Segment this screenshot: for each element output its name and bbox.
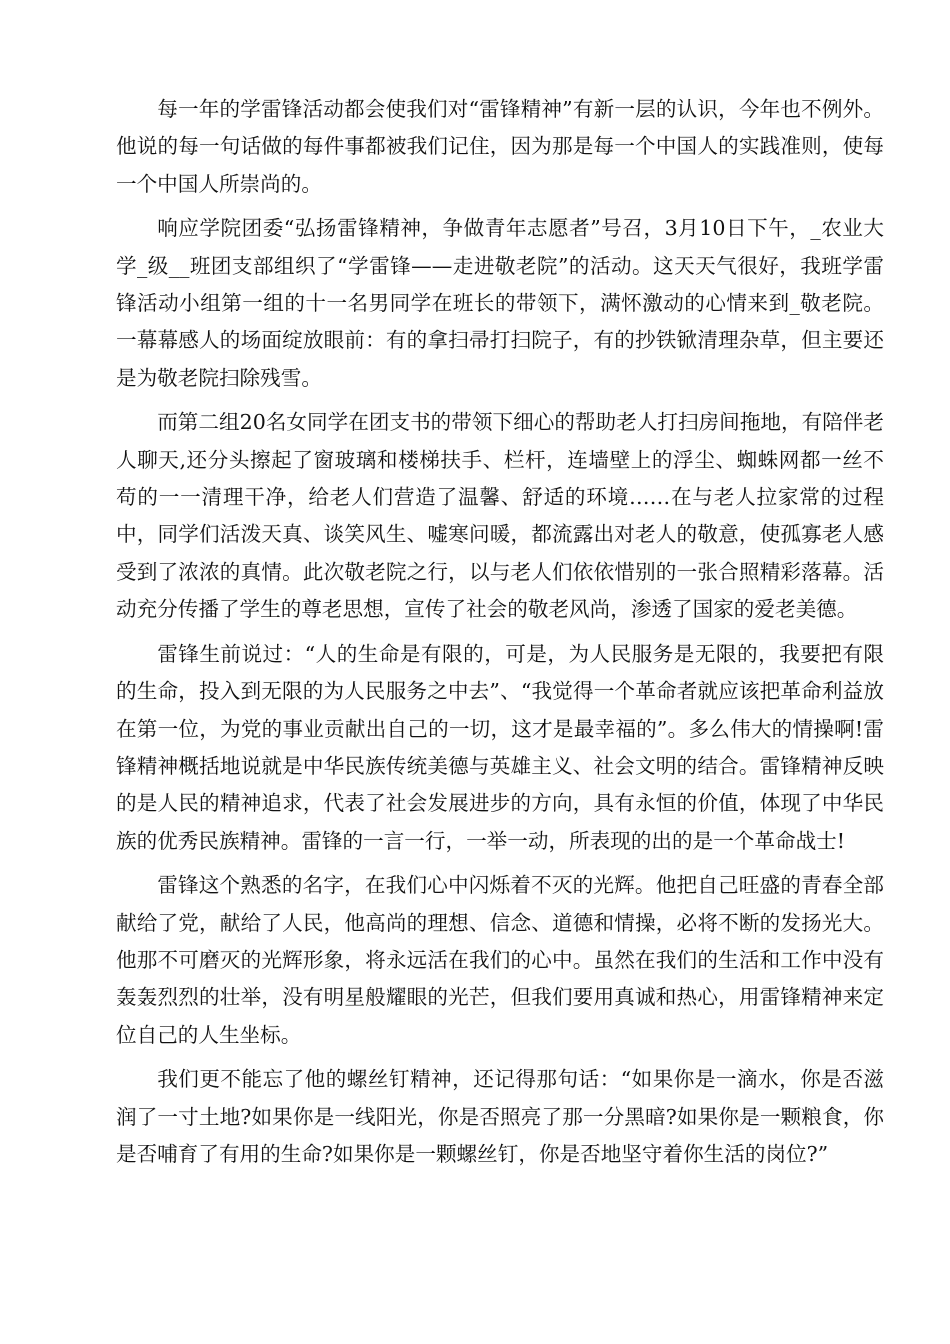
paragraph-4: 雷锋生前说过：“人的生命是有限的，可是，为人民服务是无限的，我要把有限的生命，投入到无限的为人民服务之中去”、“我觉得一个革命者就应该把革命利益放在第一位，为党的事业贡献出自己的一切，这才是最幸福的”。多么伟大的情操啊!雷锋精神概括地说就是中华民族传统美德与英雄主义、社会文明的结合。雷锋精神反映的是人民的精神追求，代表了社会发展进步的方向，具有永恒的价值，体现了中华民族的优秀民族精神。雷锋的一言一行，一举一动，所表现的出的是一个革命战士!: [116, 641, 884, 853]
paragraph-5: 雷锋这个熟悉的名字，在我们心中闪烁着不灭的光辉。他把自己旺盛的青春全部献给了党，献给了人民，他高尚的理想、信念、道德和情操，必将不断的发扬光大。他那不可磨灭的光辉形象，将永远活在我们的心中。虽然在我们的生活和工作中没有轰轰烈烈的壮举，没有明星般耀眼的光芒，但我们要用真诚和热心，用雷锋精神来定位自己的人生坐标。: [116, 873, 884, 1047]
paragraph-3: 而第二组20名女同学在团支书的带领下细心的帮助老人打扫房间拖地，有陪伴老人聊天,还分头擦起了窗玻璃和楼梯扶手、栏杆，连墙壁上的浮尘、蜘蛛网都一丝不苟的一一清理干净，给老人们营造了温馨、舒适的环境……在与老人拉家常的过程中，同学们活泼天真、谈笑风生、嘘寒问暖，都流露出对老人的敬意，使孤寡老人感受到了浓浓的真情。此次敬老院之行，以与老人们依依惜别的一张合照精彩落幕。活动充分传播了学生的尊老思想，宣传了社会的敬老风尚，渗透了国家的爱老美德。: [116, 410, 884, 622]
document-body: [116, 91, 884, 1180]
paragraph-1: 每一年的学雷锋活动都会使我们对“雷锋精神”有新一层的认识，今年也不例外。他说的每一句话做的每件事都被我们记住，因为那是每一个中国人的实践准则，使每一个中国人所崇尚的。: [116, 97, 884, 196]
paragraph-6: 我们更不能忘了他的螺丝钉精神，还记得那句话：“如果你是一滴水，你是否滋润了一寸土地?如果你是一线阳光，你是否照亮了那一分黑暗?如果你是一颗粮食，你是否哺育了有用的生命?如果你是一颗螺丝钉，你是否地坚守着你生活的岗位?”: [116, 1067, 885, 1166]
paragraph-2: 响应学院团委“弘扬雷锋精神，争做青年志愿者”号召，3月10日下午，_农业大学_级__班团支部组织了“学雷锋——走进敬老院”的活动。这天天气很好，我班学雷锋活动小组第一组的十一名男同学在班长的带领下，满怀激动的心情来到_敬老院。一幕幕感人的场面绽放眼前：有的拿扫帚打扫院子，有的抄铁锨清理杂草，但主要还是为敬老院扫除残雪。: [116, 216, 884, 390]
